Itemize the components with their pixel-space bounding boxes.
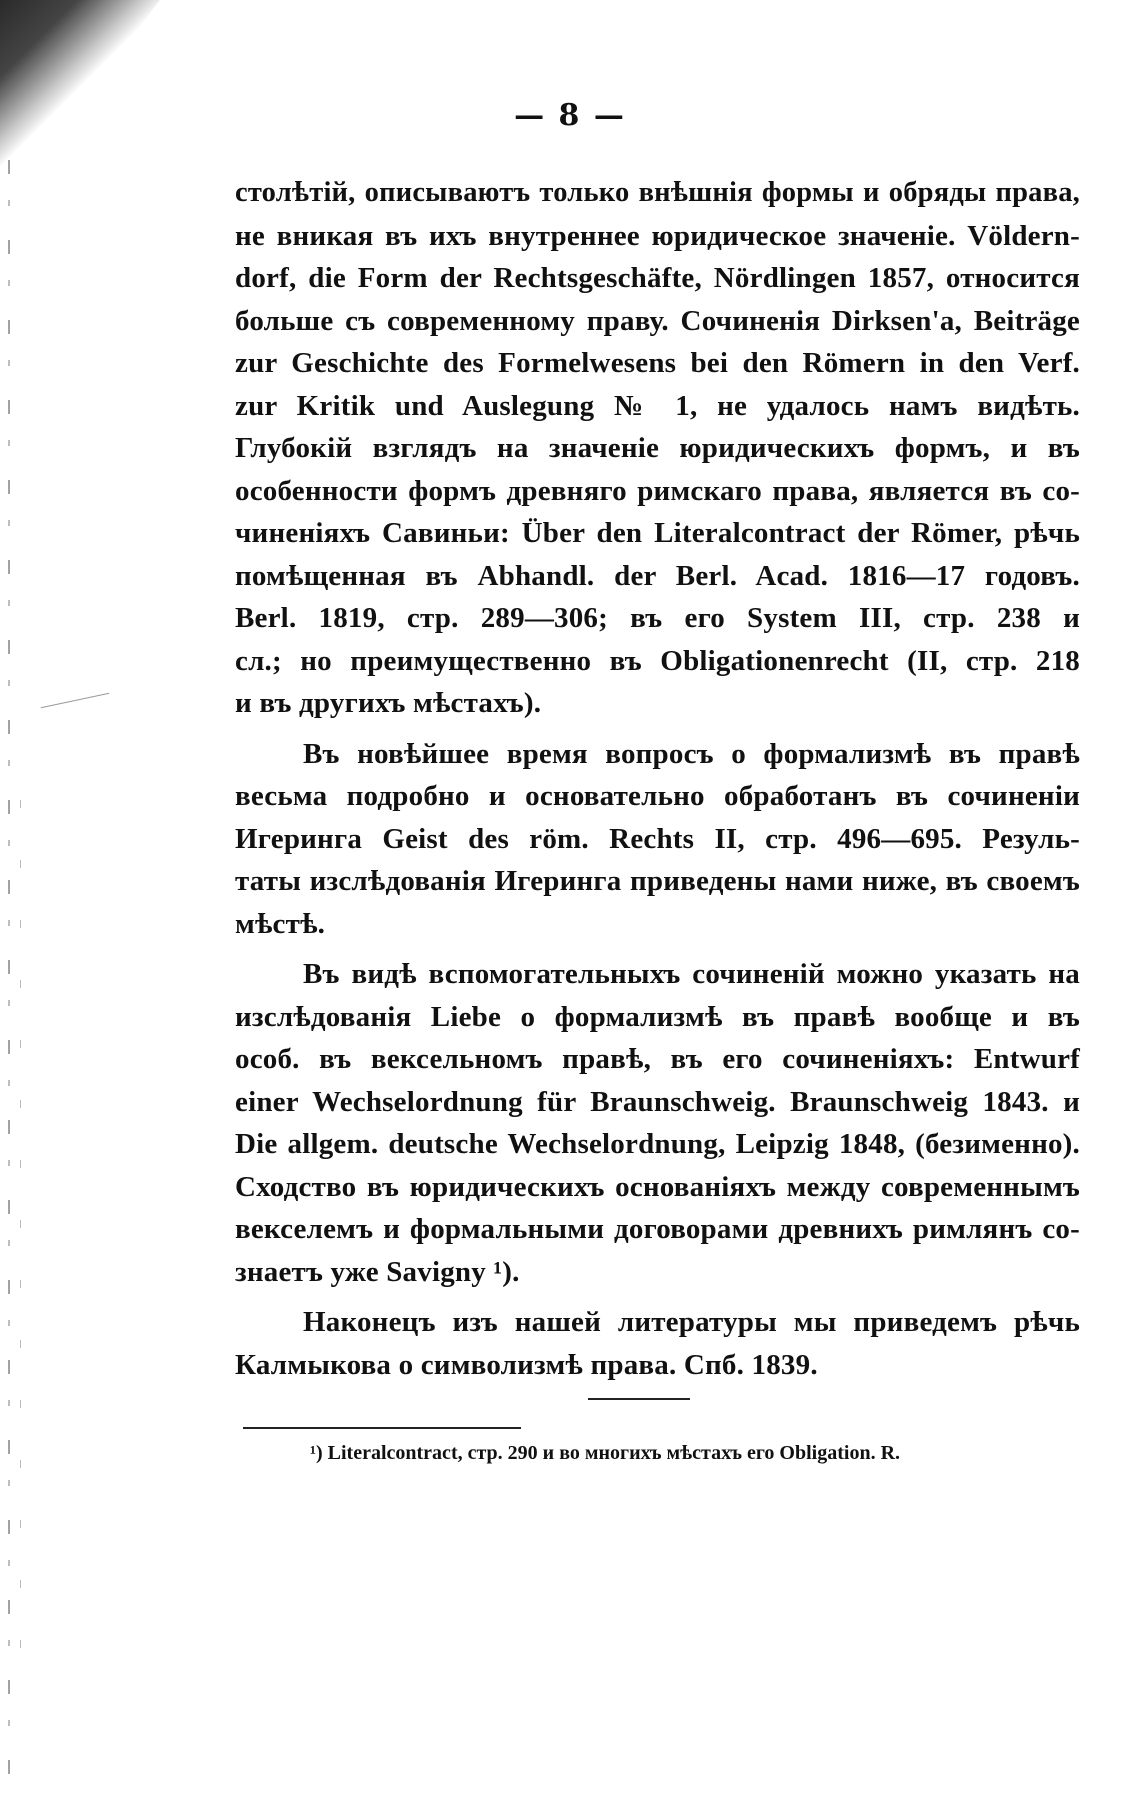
text-line: Наконецъ изъ нашей литературы мы приведемъ рѣчь xyxy=(303,1306,1080,1338)
text-line: zur Kritik und Auslegung № 1, не удалось намъ видѣть. xyxy=(235,389,1080,422)
paragraph-gap xyxy=(235,725,1080,733)
paragraph-gap xyxy=(235,1293,1080,1301)
paragraph-4 xyxy=(235,1301,1080,1386)
body-text xyxy=(235,172,1080,1386)
text-line: Berl. 1819, стр. 289—306; въ его System III, стр. 238 и xyxy=(235,602,1080,634)
text-line: весьма подробно и основательно обработанъ въ сочиненіи xyxy=(235,780,1080,812)
text-line: zur Geschichte des Formelwesens bei den Römern in den Verf. xyxy=(235,347,1080,379)
scan-stray-mark xyxy=(41,693,110,709)
text-line: Въ новѣйшее время вопросъ о формализмѣ въ правѣ xyxy=(303,737,1080,770)
text-line: чиненіяхъ Савиньи: Über den Literalcontract der Römer, рѣчь xyxy=(235,517,1080,549)
text-line: таты изслѣдованія Игеринга приведены нами ниже, въ своемъ xyxy=(235,865,1080,897)
text-line: изслѣдованія Liebe о формализмѣ въ правѣ вообще и въ xyxy=(235,1000,1080,1033)
text-line: больше съ современному праву. Сочиненія Dirksen'a, Beiträge xyxy=(235,304,1080,337)
scan-edge-shadow xyxy=(0,0,160,190)
text-line: Сходство въ юридическихъ основаніяхъ между современнымъ xyxy=(235,1170,1080,1203)
text-line: dorf, die Form der Rechtsgeschäfte, Nördlingen 1857, относится xyxy=(235,262,1080,294)
text-line: и въ другихъ мѣстахъ). xyxy=(235,687,542,719)
text-line: Калмыкова о символизмѣ права. Спб. 1839. xyxy=(235,1348,818,1381)
scan-edge-line-secondary xyxy=(20,800,21,1700)
text-line: мѣстѣ. xyxy=(235,907,326,940)
section-end-rule xyxy=(588,1398,690,1400)
text-line: векселемъ и формальными договорами древнихъ римлянъ со- xyxy=(235,1213,1080,1245)
paragraph-1 xyxy=(235,172,1080,725)
text-line: Глубокій взглядъ на значеніе юридическихъ формъ, и въ xyxy=(235,432,1080,464)
text-line: Въ видѣ вспомогательныхъ сочиненій можно указать на xyxy=(303,958,1080,990)
paragraph-gap xyxy=(235,945,1080,953)
text-line: Игеринга Geist des röm. Rechts II, стр. 496—695. Резуль- xyxy=(235,822,1080,855)
text-line: помѣщенная въ Abhandl. der Berl. Acad. 1816—17 годовъ. xyxy=(235,559,1080,592)
paragraph-2 xyxy=(235,733,1080,946)
text-line: Die allgem. deutsche Wechselordnung, Leipzig 1848, (безименно). xyxy=(235,1128,1080,1160)
footnote: ¹) Literalcontract, стр. 290 и во многихъ мѣстахъ его Obligation. R. xyxy=(310,1442,901,1464)
scan-edge-line xyxy=(8,160,10,1780)
text-line: особ. въ вексельномъ правѣ, въ его сочиненіяхъ: Entwurf xyxy=(235,1043,1080,1075)
text-line: столѣтій, описываютъ только внѣшнія формы и обряды права, xyxy=(235,177,1080,208)
text-line: знаетъ уже Savigny ¹). xyxy=(235,1255,520,1288)
text-line: особенности формъ древняго римскаго права, является въ со- xyxy=(235,474,1080,507)
page-number: — 8 — xyxy=(514,98,626,133)
paragraph-3 xyxy=(235,953,1080,1293)
footnote-separator xyxy=(243,1427,521,1429)
text-line: einer Wechselordnung für Braunschweig. Braunschweig 1843. и xyxy=(235,1085,1080,1118)
text-line: сл.; но преимущественно въ Obligationenrecht (II, стр. 218 xyxy=(235,644,1080,677)
text-line: не вникая въ ихъ внутреннее юридическое значеніе. Völdern- xyxy=(235,219,1080,252)
